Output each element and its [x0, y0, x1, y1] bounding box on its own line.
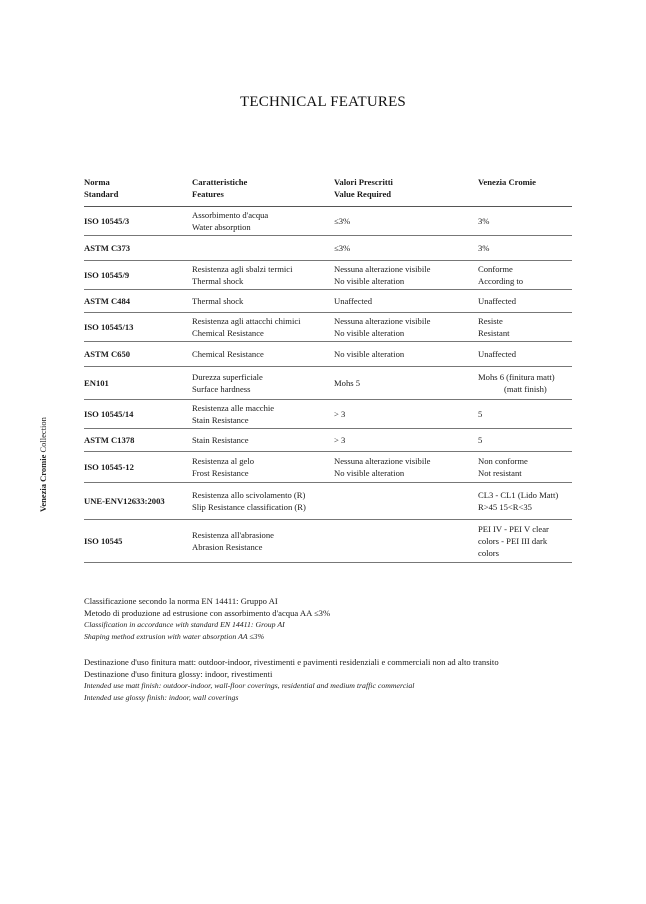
- cell-features: Resistenza al gelo Frost Resistance: [192, 456, 255, 478]
- cell-value: PEI IV - PEI V clear colors - PEI III dark colors: [478, 524, 549, 558]
- cell-standard: ASTM C373: [84, 243, 131, 253]
- cell-required: [334, 483, 476, 519]
- header-required: Valori Prescritti Value Required: [334, 177, 393, 199]
- cell-features: Thermal shock: [192, 296, 244, 306]
- cell-standard: ISO 10545-12: [84, 462, 134, 472]
- cell-standard: ISO 10545: [84, 536, 123, 546]
- table-row: [84, 367, 572, 400]
- table-header: [84, 172, 572, 207]
- cell-standard: ASTM C484: [84, 296, 131, 306]
- cell-required: ≤3%: [334, 243, 351, 253]
- table-row: [84, 520, 572, 563]
- note-line: Destinazione d'uso finitura glossy: indoor, rivestimenti: [84, 669, 273, 679]
- table-row: [84, 452, 572, 483]
- table-row: [84, 290, 572, 313]
- cell-required: No visible alteration: [334, 349, 405, 359]
- table-row: [84, 400, 572, 429]
- cell-required: Mohs 5: [334, 378, 361, 388]
- classification-notes: [84, 595, 330, 642]
- cell-standard: ISO 10545/14: [84, 409, 134, 419]
- cell-features: Resistenza agli sbalzi termici Thermal shock: [192, 264, 293, 286]
- cell-required: > 3: [334, 409, 346, 419]
- cell-required: > 3: [334, 435, 346, 445]
- features-table: [84, 172, 572, 563]
- cell-value: Unaffected: [478, 296, 517, 306]
- cell-standard: ISO 10545/9: [84, 270, 130, 280]
- table-body: [84, 207, 572, 563]
- cell-value: 5: [478, 435, 483, 445]
- cell-standard: EN101: [84, 378, 109, 388]
- cell-standard: ASTM C650: [84, 349, 131, 359]
- header-features: Caratteristiche Features: [192, 177, 248, 199]
- collection-word: Collection: [38, 417, 48, 453]
- cell-required: Nessuna alterazione visibile No visible alteration: [334, 456, 431, 478]
- cell-features: Chemical Resistance: [192, 349, 264, 359]
- cell-required: ≤3%: [334, 216, 351, 226]
- cell-standard: ISO 10545/13: [84, 322, 134, 332]
- table-row: [84, 261, 572, 290]
- cell-features: Stain Resistance: [192, 435, 249, 445]
- table-row: [84, 342, 572, 367]
- note-line-italic: Classification in accordance with standard EN 14411: Group AI: [84, 620, 285, 629]
- table-row: [84, 236, 572, 261]
- cell-required: [334, 520, 476, 562]
- cell-features: Assorbimento d'acqua Water absorption: [192, 210, 269, 232]
- page-title: TECHNICAL FEATURES: [240, 94, 406, 110]
- table-row: [84, 313, 572, 342]
- table-row: [84, 483, 572, 520]
- cell-standard: ASTM C1378: [84, 435, 135, 445]
- cell-value: Conforme According to: [478, 264, 524, 286]
- cell-value: Resiste Resistant: [478, 316, 510, 338]
- cell-features: Resistenza all'abrasione Abrasion Resistance: [192, 530, 274, 552]
- table-row: [84, 429, 572, 452]
- intended-use-notes: [84, 656, 499, 703]
- header-venezia-cromie: Venezia Cromie: [478, 177, 536, 187]
- cell-value: CL3 - CL1 (Lido Matt) R>45 15<R<35: [478, 490, 559, 512]
- cell-standard: ISO 10545/3: [84, 216, 130, 226]
- note-line-italic: Intended use glossy finish: indoor, wall coverings: [84, 692, 239, 702]
- cell-required: Unaffected: [334, 296, 373, 306]
- cell-features: Resistenza agli attacchi chimici Chemical Resistance: [192, 316, 301, 338]
- cell-value: 3%: [478, 216, 490, 226]
- cell-value: Unaffected: [478, 349, 517, 359]
- note-line: Destinazione d'uso finitura matt: outdoor-indoor, rivestimenti e pavimenti residenziali e commerciali non ad alto transito: [84, 657, 499, 667]
- note-line-italic: Shaping method extrusion with water absorption AA ≤3%: [84, 631, 265, 641]
- note-line: Metodo di produzione ad estrusione con assorbimento d'acqua AA ≤3%: [84, 608, 331, 618]
- cell-value: Non conforme Not resistant: [478, 456, 528, 478]
- collection-name: Venezia Cromie: [38, 454, 48, 512]
- note-line-italic: Intended use matt finish: outdoor-indoor, wall-floor coverings, residential and medium traffic commercial: [84, 681, 415, 690]
- cell-required: Nessuna alterazione visibile No visible alteration: [334, 316, 431, 338]
- cell-features: [192, 236, 332, 260]
- cell-value: 3%: [478, 243, 490, 253]
- cell-value: Mohs 6 (finitura matt) (matt finish): [478, 372, 555, 394]
- cell-standard: UNE-ENV12633:2003: [84, 496, 165, 506]
- header-standard: Norma Standard: [84, 177, 119, 199]
- cell-features: Resistenza allo scivolamento (R) Slip Resistance classification (R): [192, 490, 306, 512]
- cell-features: Durezza superficiale Surface hardness: [192, 372, 263, 394]
- cell-required: Nessuna alterazione visibile No visible alteration: [334, 264, 431, 286]
- note-line: Classificazione secondo la norma EN 14411: Gruppo AI: [84, 596, 278, 606]
- cell-value: 5: [478, 409, 483, 419]
- cell-features: Resistenza alle macchie Stain Resistance: [192, 403, 275, 425]
- table-row: [84, 207, 572, 236]
